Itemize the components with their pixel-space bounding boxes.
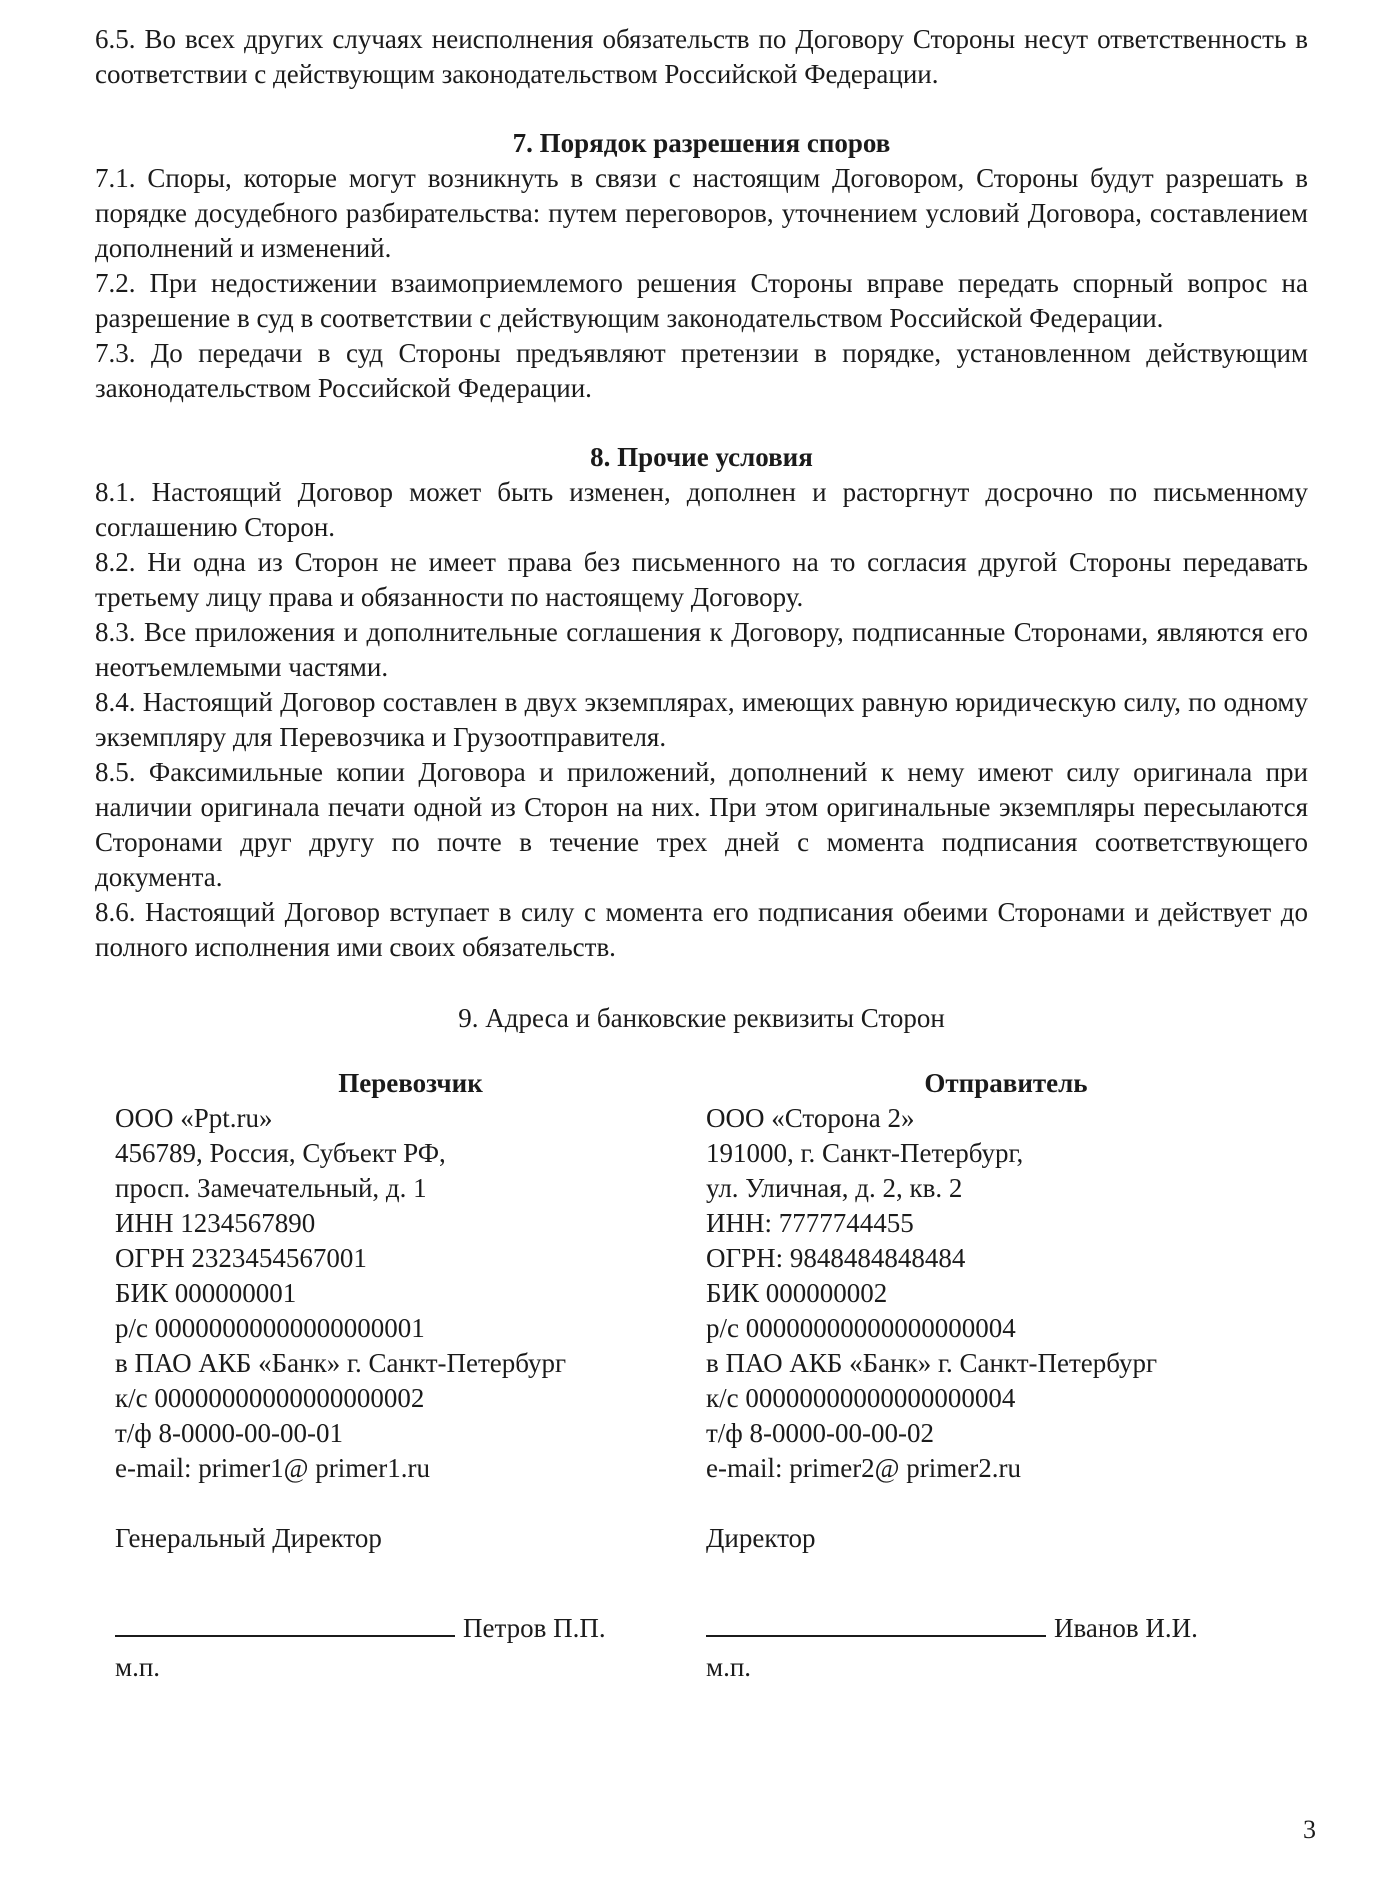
clause-8-5: 8.5. Факсимильные копии Договора и приложений, дополнений к нему имеют силу оригинала при наличии оригинала печати одной из Сторон на них. При этом оригинальные экземпляры пересылаются Сторонами друг другу по почте в течение трех дней с момента подписания соответствующего документа. bbox=[95, 757, 1308, 892]
sender-address-line-2: ул. Уличная, д. 2, кв. 2 bbox=[706, 1173, 963, 1203]
sender-signature-row bbox=[706, 1608, 1306, 1646]
clause-8-3: 8.3. Все приложения и дополнительные соглашения к Договору, подписанные Сторонами, являются его неотъемлемыми частями. bbox=[95, 617, 1308, 682]
carrier-signatory-name: Петров П.П. bbox=[463, 1613, 606, 1643]
section-9-heading: 9. Адреса и банковские реквизиты Сторон bbox=[458, 1003, 945, 1033]
sender-signatory-name: Иванов И.И. bbox=[1054, 1613, 1198, 1643]
sender-column bbox=[706, 1066, 1306, 1685]
carrier-role-title: Перевозчик bbox=[338, 1068, 483, 1098]
carrier-signatory-position: Генеральный Директор bbox=[115, 1523, 382, 1553]
sender-stamp-mark: м.п. bbox=[706, 1652, 752, 1682]
carrier-address-line-1: 456789, Россия, Субъект РФ, bbox=[115, 1138, 446, 1168]
carrier-settlement-account: р/с 00000000000000000001 bbox=[115, 1313, 425, 1343]
carrier-address-line-2: просп. Замечательный, д. 1 bbox=[115, 1173, 427, 1203]
sender-signature-line bbox=[706, 1608, 1046, 1637]
clause-7-2: 7.2. При недостижении взаимоприемлемого решения Стороны вправе передать спорный вопрос на разрешение в суд в соответствии с действующим законодательством Российской Федерации. bbox=[95, 268, 1308, 333]
carrier-bank: в ПАО АКБ «Банк» г. Санкт-Петербург bbox=[115, 1348, 567, 1378]
requisites-columns bbox=[115, 1066, 1308, 1685]
clause-7-1: 7.1. Споры, которые могут возникнуть в связи с настоящим Договором, Стороны будут разрешать в порядке досудебного разбирательства: путем переговоров, уточнением условий Договора, составлением дополнений и изменений. bbox=[95, 163, 1308, 263]
carrier-phone-fax: т/ф 8-0000-00-00-01 bbox=[115, 1418, 344, 1448]
sender-ogrn: ОГРН: 9848484848484 bbox=[706, 1243, 966, 1273]
carrier-email: e-mail: primer1@ primer1.ru bbox=[115, 1453, 431, 1483]
sender-bank: в ПАО АКБ «Банк» г. Санкт-Петербург bbox=[706, 1348, 1158, 1378]
carrier-inn: ИНН 1234567890 bbox=[115, 1208, 316, 1238]
clause-7-3: 7.3. До передачи в суд Стороны предъявляют претензии в порядке, установленном действующим законодательством Российской Федерации. bbox=[95, 338, 1308, 403]
sender-settlement-account: р/с 00000000000000000004 bbox=[706, 1313, 1016, 1343]
section-8-heading: 8. Прочие условия bbox=[590, 442, 813, 472]
carrier-signature-line bbox=[115, 1608, 455, 1637]
carrier-signature-row bbox=[115, 1608, 706, 1646]
sender-inn: ИНН: 7777744455 bbox=[706, 1208, 914, 1238]
sender-signatory-position: Директор bbox=[706, 1523, 816, 1553]
carrier-correspondent-account: к/с 00000000000000000002 bbox=[115, 1383, 425, 1413]
clause-8-1: 8.1. Настоящий Договор может быть изменен, дополнен и расторгнут досрочно по письменному соглашению Сторон. bbox=[95, 477, 1308, 542]
carrier-column bbox=[115, 1066, 706, 1685]
sender-requisites bbox=[706, 1101, 1306, 1486]
carrier-bik: БИК 000000001 bbox=[115, 1278, 297, 1308]
sender-correspondent-account: к/с 00000000000000000004 bbox=[706, 1383, 1016, 1413]
clause-8-6: 8.6. Настоящий Договор вступает в силу с момента его подписания обеими Сторонами и действует до полного исполнения ими своих обязательств. bbox=[95, 897, 1308, 962]
sender-phone-fax: т/ф 8-0000-00-00-02 bbox=[706, 1418, 935, 1448]
clause-6-5: 6.5. Во всех других случаях неисполнения обязательств по Договору Стороны несут ответственность в соответствии с действующим законодательством Российской Федерации. bbox=[95, 24, 1308, 89]
carrier-stamp-mark: м.п. bbox=[115, 1652, 161, 1682]
clause-8-2: 8.2. Ни одна из Сторон не имеет права без письменного на то согласия другой Стороны передавать третьему лицу права и обязанности по настоящему Договору. bbox=[95, 547, 1308, 612]
carrier-company-name: ООО «Ppt.ru» bbox=[115, 1103, 273, 1133]
sender-address-line-1: 191000, г. Санкт-Петербург, bbox=[706, 1138, 1024, 1168]
section-7-heading: 7. Порядок разрешения споров bbox=[512, 128, 891, 158]
carrier-ogrn: ОГРН 2323454567001 bbox=[115, 1243, 367, 1273]
page-number: 3 bbox=[1303, 1815, 1316, 1844]
sender-email: e-mail: primer2@ primer2.ru bbox=[706, 1453, 1022, 1483]
sender-bik: БИК 000000002 bbox=[706, 1278, 888, 1308]
sender-role-title: Отправитель bbox=[924, 1068, 1088, 1098]
sender-company-name: ООО «Сторона 2» bbox=[706, 1103, 915, 1133]
clause-8-4: 8.4. Настоящий Договор составлен в двух экземплярах, имеющих равную юридическую силу, по одному экземпляру для Перевозчика и Грузоотправителя. bbox=[95, 687, 1308, 752]
carrier-requisites bbox=[115, 1101, 706, 1486]
